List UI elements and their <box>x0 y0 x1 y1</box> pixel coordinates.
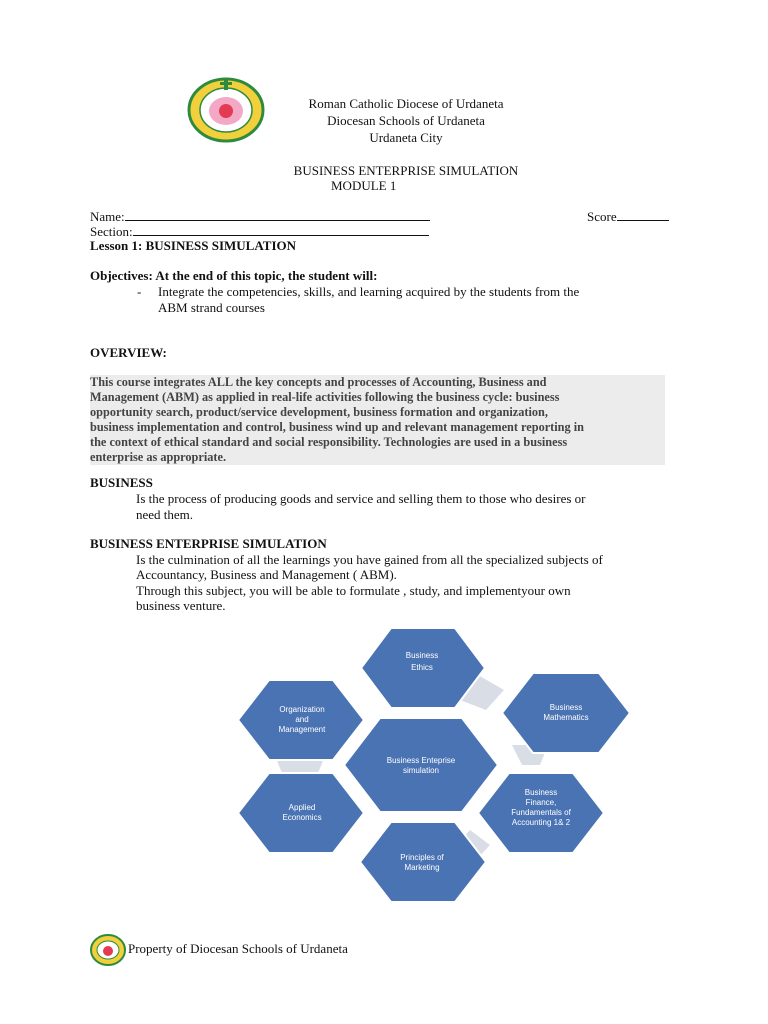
hex-label: and <box>295 715 309 724</box>
hex-label: Applied <box>288 803 316 812</box>
hex-label: Finance, <box>525 798 557 807</box>
school-name: Diocesan Schools of Urdaneta <box>327 113 485 128</box>
module-label: MODULE 1 <box>331 178 397 193</box>
business-heading: BUSINESS <box>90 475 153 490</box>
overview-heading: OVERVIEW: <box>90 345 167 360</box>
hex-label: Business Enteprise <box>386 756 456 765</box>
document-title: BUSINESS ENTERPRISE SIMULATION <box>293 163 519 178</box>
hex-label: Mathematics <box>543 713 589 722</box>
city-name: Urdaneta City <box>369 130 443 145</box>
hex-label: Organization <box>279 705 325 714</box>
section-label: Section: <box>90 224 133 239</box>
business-definition-line2: need them. <box>136 507 194 522</box>
footer-seal-logo <box>89 933 127 967</box>
objective-item-line2: ABM strand courses <box>158 300 265 315</box>
bes-definition-line1: Is the culmination of all the learnings you have gained from all the specialized subjects of <box>136 552 603 567</box>
lesson-title: Lesson 1: BUSINESS SIMULATION <box>90 238 297 253</box>
name-label: Name: <box>90 209 125 224</box>
overview-line: Management (ABM) as applied in real-life activities following the business cycle: business <box>90 390 560 404</box>
business-definition-line1: Is the process of producing goods and service and selling them to those who desires or <box>136 491 586 506</box>
overview-line: the context of ethical standard and social responsibility. Technologies are used in a business <box>90 435 568 449</box>
bes-heading: BUSINESS ENTERPRISE SIMULATION <box>90 536 327 551</box>
overview-line: opportunity search, product/service development, business formation and organization, <box>90 405 548 419</box>
hex-label: Ethics <box>411 663 433 672</box>
footer-text: Property of Diocesan Schools of Urdaneta <box>128 941 348 956</box>
hex-label: Business <box>549 703 583 712</box>
objective-item-line1: Integrate the competencies, skills, and learning acquired by the students from the <box>158 284 580 299</box>
objective-bullet: - <box>137 284 142 299</box>
score-label: Score <box>587 209 617 224</box>
overview-line: business implementation and control, business wind up and relevant management reporting in <box>90 420 585 434</box>
diocese-name: Roman Catholic Diocese of Urdaneta <box>308 96 504 111</box>
hex-label: Accounting 1& 2 <box>511 818 571 827</box>
hex-label: Fundamentals of <box>511 808 571 817</box>
overview-line: enterprise as appropriate. <box>90 450 227 464</box>
hex-label: Business <box>524 788 558 797</box>
hex-label: simulation <box>402 766 440 775</box>
bes-definition-line2: Accountancy, Business and Management ( ABM). <box>136 567 397 582</box>
hex-label: Business <box>405 651 439 660</box>
hex-label: Principles of <box>400 853 444 862</box>
hex-center-simulation <box>344 718 498 812</box>
objectives-heading: Objectives: At the end of this topic, the student will: <box>90 268 378 283</box>
bes-definition-line3: Through this subject, you will be able to formulate , study, and implementyour own <box>136 583 571 598</box>
bes-definition-line4: business venture. <box>136 598 226 613</box>
overview-line: This course integrates ALL the key concepts and processes of Accounting, Business and <box>90 375 547 389</box>
hex-label: Management <box>278 725 326 734</box>
hex-label: Marketing <box>404 863 440 872</box>
hex-label: Economics <box>282 813 322 822</box>
